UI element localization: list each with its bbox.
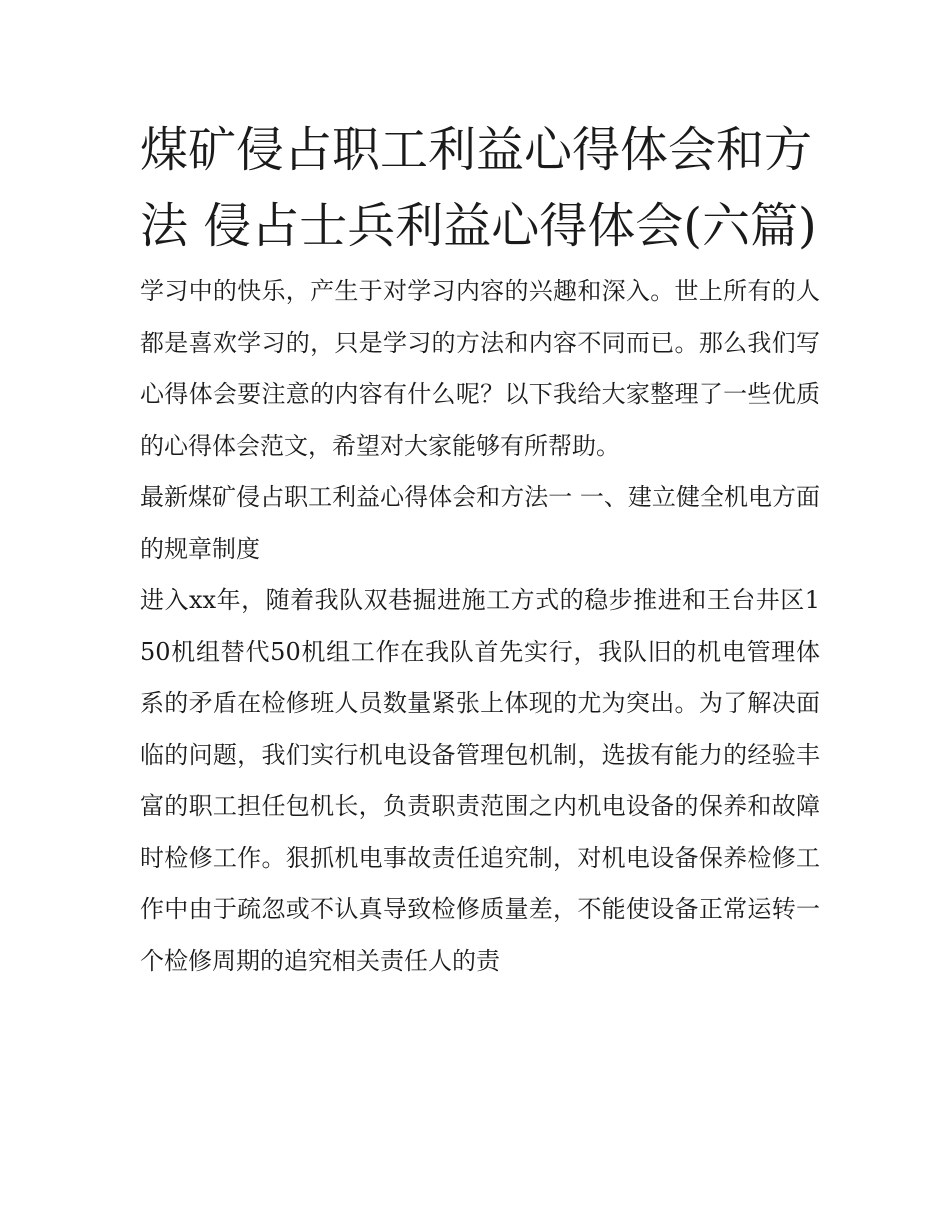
document-page: [140, 112, 820, 987]
body-paragraph: 进入xx年，随着我队双巷掘进施工方式的稳步推进和王台井区150机组替代50机组工作在我队首先实行，我队旧的机电管理体系的矛盾在检修班人员数量紧张上体现的尤为突出。为了解决面临的问题，我们实行机电设备管理包机制，选拔有能力的经验丰富的职工担任包机长，负责职责范围之内机电设备的保养和故障时检修工作。狠抓机电事故责任追究制，对机电设备保养检修工作中由于疏忽或不认真导致检修质量差，不能使设备正常运转一个检修周期的追究相关责任人的责: [140, 586, 820, 975]
intro-paragraph: 学习中的快乐，产生于对学习内容的兴趣和深入。世上所有的人都是喜欢学习的，只是学习的方法和内容不同而已。那么我们写心得体会要注意的内容有什么呢？以下我给大家整理了一些优质的心得体会范文，希望对大家能够有所帮助。: [140, 277, 820, 460]
document-title: 煤矿侵占职工利益心得体会和方法 侵占士兵利益心得体会(六篇): [140, 122, 817, 254]
section-heading-paragraph: 最新煤矿侵占职工利益心得体会和方法一 一、建立健全机电方面的规章制度: [140, 483, 820, 563]
